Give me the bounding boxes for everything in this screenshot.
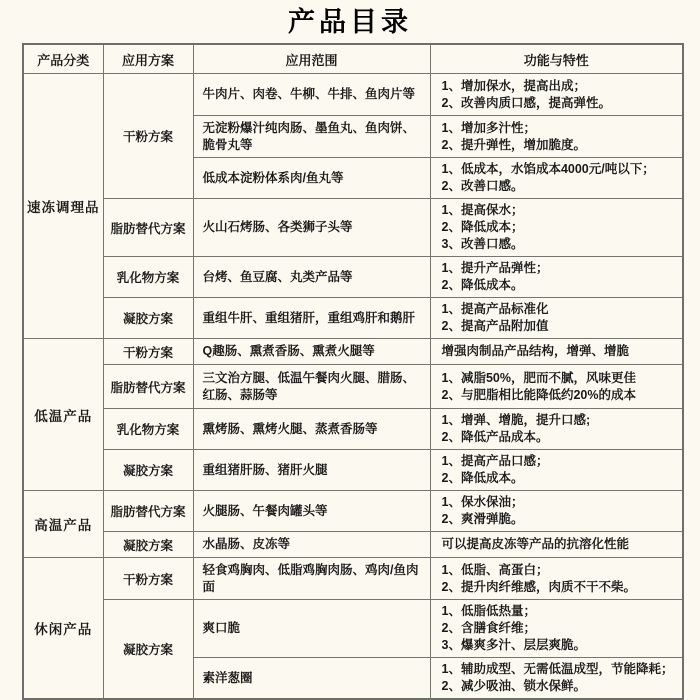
category-cell: 低温产品: [23, 339, 103, 491]
features-cell: [430, 339, 683, 365]
features-cell: [430, 450, 683, 491]
feature-line: 增强肉制品产品结构，增弹、增脆: [441, 344, 630, 358]
features-cell: [430, 409, 683, 450]
features-cell: [430, 365, 683, 409]
column-header-category: 产品分类: [23, 44, 103, 74]
feature-line: 1、增弹、增脆，提升口感;: [441, 413, 591, 427]
feature-line: 2、提高产品附加值: [441, 319, 549, 333]
feature-line: 3、爆爽多汁、层层爽脆。: [441, 638, 586, 652]
plan-cell: 脂肪替代方案: [103, 199, 193, 257]
scope-cell: 台烤、鱼豆腐、丸类产品等: [193, 257, 430, 298]
table-row: [23, 298, 683, 339]
table-row: [23, 532, 683, 558]
scope-cell: 火山石烤肠、各类狮子头等: [193, 199, 430, 257]
scope-cell: 水晶肠、皮冻等: [193, 532, 430, 558]
feature-line: 1、提高产品口感；: [441, 454, 549, 468]
table-row: [23, 74, 683, 116]
table-row: [23, 199, 683, 257]
scope-cell: Q趣肠、熏煮香肠、熏煮火腿等: [193, 339, 430, 365]
table-row: [23, 409, 683, 450]
table-row: [23, 450, 683, 491]
features-cell: [430, 558, 683, 600]
feature-line: 1、低脂低热量；: [441, 604, 536, 618]
category-cell: 高温产品: [23, 491, 103, 558]
plan-cell: 干粉方案: [103, 339, 193, 365]
plan-cell: 凝胶方案: [103, 450, 193, 491]
scope-cell: 素洋葱圈: [193, 658, 430, 700]
column-header-scope: 应用范围: [193, 44, 430, 74]
scope-cell: 轻食鸡胸肉、低脂鸡胸肉肠、鸡肉/鱼肉面: [193, 558, 430, 600]
features-cell: [430, 158, 683, 199]
features-cell: [430, 74, 683, 116]
feature-line: 1、提高产品标准化: [441, 302, 549, 316]
scope-cell: 熏烤肠、熏烤火腿、蒸煮香肠等: [193, 409, 430, 450]
table-row: [23, 491, 683, 532]
feature-line: 1、增加多汁性；: [441, 120, 536, 135]
feature-line: 1、保水保油；: [441, 495, 524, 509]
plan-cell: 凝胶方案: [103, 600, 193, 700]
table-row: [23, 257, 683, 298]
plan-cell: 乳化物方案: [103, 257, 193, 298]
scope-cell: 牛肉片、肉卷、牛柳、牛排、鱼肉片等: [193, 74, 430, 116]
features-cell: [430, 116, 683, 158]
plan-cell: 干粉方案: [103, 558, 193, 600]
feature-line: 2、降低产品成本。: [441, 430, 549, 444]
feature-line: 2、含膳食纤维；: [441, 621, 536, 635]
features-cell: [430, 298, 683, 339]
feature-line: 2、爽滑弹脆。: [441, 512, 524, 526]
plan-cell: 脂肪替代方案: [103, 365, 193, 409]
scope-cell: 无淀粉爆汁纯肉肠、墨鱼丸、鱼肉饼、脆骨丸等: [193, 116, 430, 158]
feature-line: 2、提升弹性，增加脆度。: [441, 137, 586, 152]
scope-cell: 火腿肠、午餐肉罐头等: [193, 491, 430, 532]
plan-cell: 乳化物方案: [103, 409, 193, 450]
feature-line: 2、提升肉纤维感，肉质不干不柴。: [441, 579, 636, 594]
plan-cell: 脂肪替代方案: [103, 491, 193, 532]
table-row: [23, 365, 683, 409]
features-cell: [430, 532, 683, 558]
column-header-plan: 应用方案: [103, 44, 193, 74]
features-cell: [430, 199, 683, 257]
feature-line: 2、与肥脂相比能降低约20%的成本: [441, 387, 636, 402]
category-cell: 速冻调理品: [23, 74, 103, 339]
feature-line: 2、降低成本；: [441, 220, 524, 234]
scope-cell: 三文治方腿、低温午餐肉火腿、腊肠、红肠、蒜肠等: [193, 365, 430, 409]
feature-line: 1、低成本，水馅成本4000元/吨以下；: [441, 162, 655, 176]
scope-cell: 爽口脆: [193, 600, 430, 658]
page-title: 产品目录: [288, 7, 412, 37]
features-cell: [430, 600, 683, 658]
feature-line: 1、减脂50%，肥而不腻，风味更佳: [441, 370, 636, 385]
feature-line: 2、改善口感。: [441, 179, 524, 193]
feature-line: 1、低脂、高蛋白；: [441, 562, 549, 577]
features-cell: [430, 658, 683, 700]
scope-cell: 重组牛肝、重组猪肝，重组鸡肝和鹅肝: [193, 298, 430, 339]
features-cell: [430, 491, 683, 532]
product-catalog-table: [22, 43, 684, 700]
feature-line: 可以提高皮冻等产品的抗溶化性能: [441, 537, 630, 551]
feature-line: 1、增加保水，提高出成；: [441, 78, 586, 93]
feature-line: 3、改善口感。: [441, 237, 524, 251]
scope-cell: 低成本淀粉体系肉/鱼丸等: [193, 158, 430, 199]
feature-line: 2、降低成本。: [441, 278, 524, 292]
category-cell: 休闲产品: [23, 558, 103, 700]
feature-line: 2、降低成本。: [441, 471, 524, 485]
plan-cell: 凝胶方案: [103, 298, 193, 339]
header-row: [23, 44, 683, 74]
table-row: [23, 600, 683, 658]
table-row: [23, 339, 683, 365]
table-row: [23, 558, 683, 600]
feature-line: 1、辅助成型、无需低温成型，节能降耗；: [441, 662, 674, 676]
plan-cell: 凝胶方案: [103, 532, 193, 558]
scope-cell: 重组猪肝肠、猪肝火腿: [193, 450, 430, 491]
features-cell: [430, 257, 683, 298]
plan-cell: 干粉方案: [103, 74, 193, 199]
feature-line: 2、减少吸油、锁水保鲜。: [441, 679, 586, 693]
feature-line: 1、提高保水；: [441, 203, 524, 217]
feature-line: 2、改善肉质口感，提高弹性。: [441, 95, 611, 110]
column-header-features: 功能与特性: [430, 44, 683, 74]
feature-line: 1、提升产品弹性；: [441, 261, 549, 275]
